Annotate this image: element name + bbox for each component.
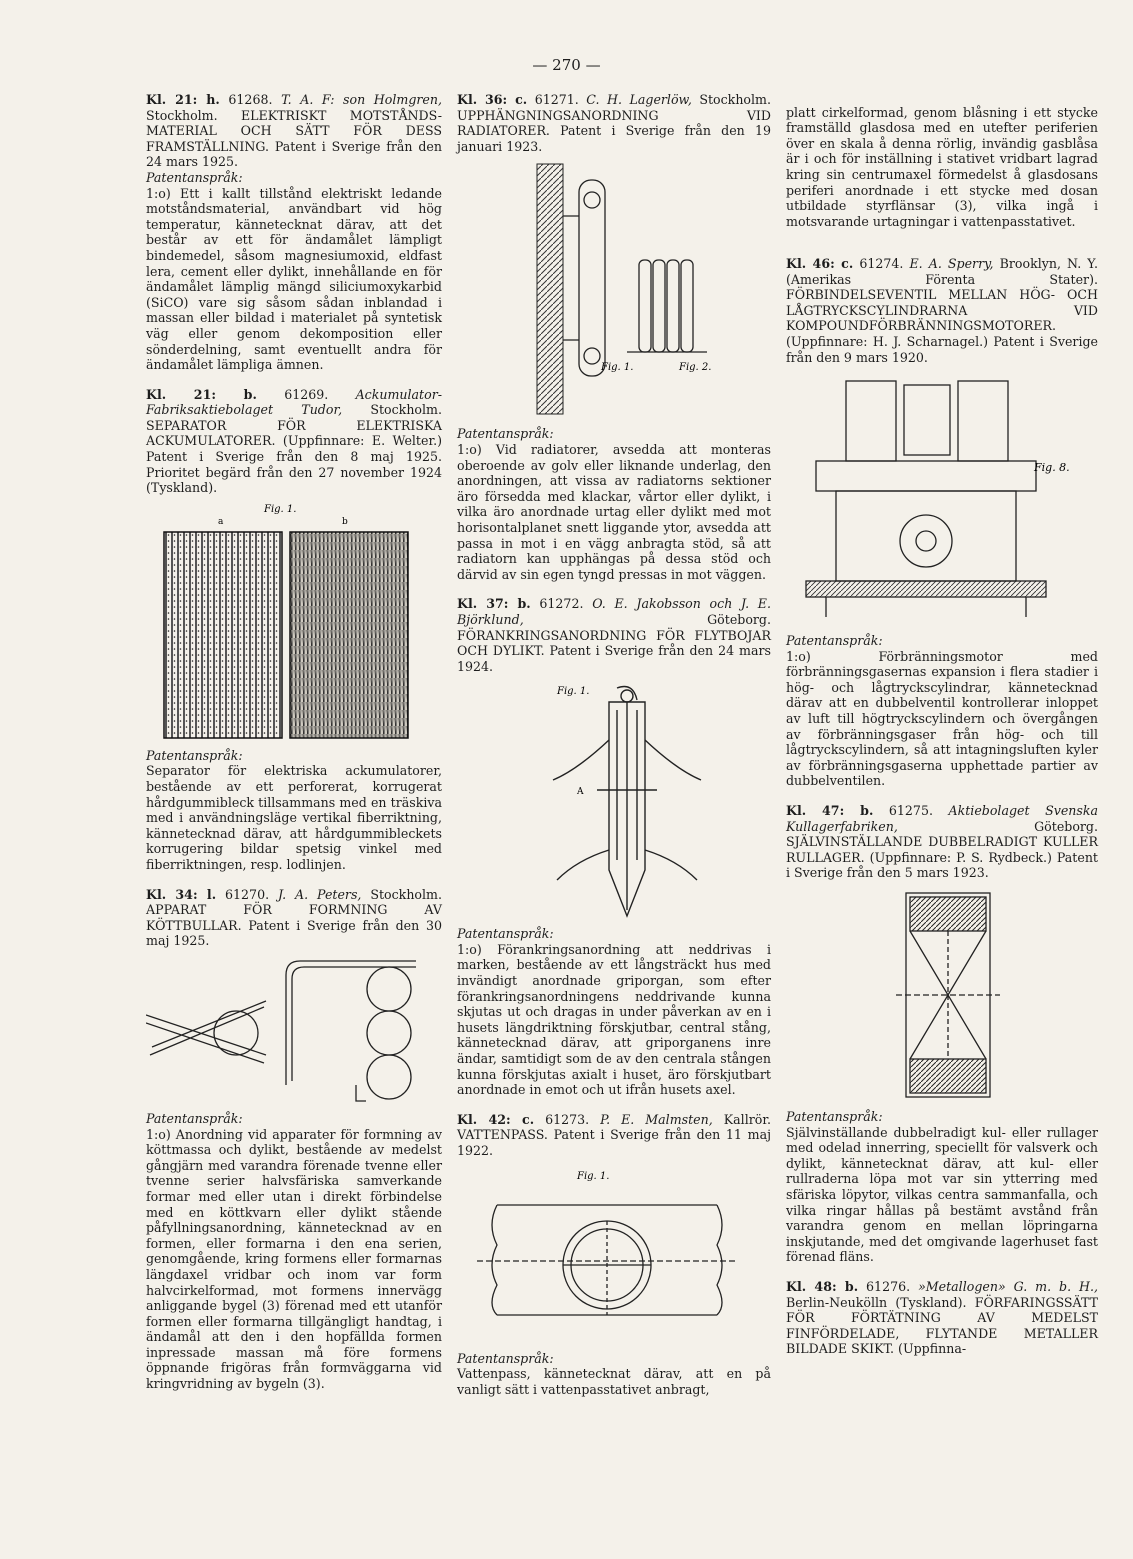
- meatball-former-figure: [146, 955, 442, 1105]
- entry-61276: [786, 1279, 1098, 1357]
- entry-61270: [146, 887, 442, 1392]
- patent-number: 61269.: [284, 386, 329, 402]
- class-code: Kl. 48: b.: [786, 1278, 859, 1294]
- patent-number: 61272.: [539, 596, 584, 612]
- patent-title: Brooklyn, N. Y. (Amerikas Förenta Stater). FÖRBINDELSEVENTIL MELLAN HÖG- OCH LÅGTRYCKSCYLINDRARNA VID KOMPOUNDFÖRBRÄNNINGSMOTORER. (Uppfinnare: H. J. Scharnagel.) Patent i Sverige från den 9 mars 1920.: [786, 255, 1098, 365]
- claim-text: Vattenpass, kännetecknat därav, att en på vanligt sätt i vattenpasstativet anbragt,: [457, 1366, 771, 1397]
- radiator-figure: [457, 160, 771, 420]
- engine-figure: [786, 371, 1098, 627]
- class-code: Kl. 47: b.: [786, 803, 874, 819]
- claim-label: Patentanspråk:: [146, 747, 243, 763]
- figure-1-label: Fig. 1.: [601, 362, 634, 374]
- spirit-level-figure: [457, 1165, 771, 1345]
- applicant: »Metallogen» G. m. b. H.,: [918, 1278, 1098, 1294]
- figure-part-b: b: [342, 516, 348, 527]
- patent-number: 61273.: [545, 1111, 590, 1127]
- claim-label: Patentanspråk:: [146, 169, 243, 185]
- patent-title: Göteborg. SJÄLVINSTÄLLANDE DUBBELRADIGT KULLER RULLAGER. (Uppfinnare: P. S. Rydbeck.) Patent i Sverige från den 5 mars 1923.: [786, 818, 1098, 881]
- claim-text: 1:o) Förbränningsmotor med förbränningsgasernas expansion i flera stadier i hög- och lågtryckscylindrar, kännetecknad därav att en dubbelventil kontrollerar inloppet av luft till högtryckscylindern och övergången av förbränningsgaser från hög- och till lågtryckscylindern, så att intagningsluften kyler av förbränningsgaserna upphettade partier av dubbelventilen.: [786, 648, 1098, 789]
- patent-title: Stockholm. APPARAT FÖR FORMNING AV KÖTTBULLAR. Patent i Sverige från den 30 maj 1925.: [146, 886, 442, 949]
- entry-61272: [457, 596, 771, 1098]
- claim-label: Patentanspråk:: [786, 633, 883, 649]
- patent-number: 61271.: [534, 92, 579, 107]
- patent-number: 61275.: [888, 803, 933, 819]
- patent-number: 61270.: [225, 886, 270, 902]
- class-code: Kl. 36: c.: [457, 92, 528, 107]
- claim-text: Självinställande dubbelradigt kul- eller rullager med odelad innerring, speciellt för valsverk och dylikt, kännetecknat därav, att kul- eller rullraderna löpa mot var sin ytterring med sfäriska löpytor, vilkas centra sammanfalla, och vilka ringar hållas på bestämt avstånd från varandra genom en mellan löpringarna inskjutande, med det omgivande lagerhuset fast förenad fläns.: [786, 1124, 1098, 1265]
- separator-figure: [146, 502, 442, 742]
- patent-number: 61274.: [859, 255, 904, 271]
- entry-61274: [786, 256, 1098, 789]
- entry-61269: [146, 387, 442, 873]
- patent-title: Berlin-Neukölln (Tyskland). FÖRFARINGSSÄTT FÖR FÖRTÄTNING AV MEDELST FINFÖRDELADE, FLYTANDE METALLER BILDADE SKIKT. (Uppfinna-: [786, 1294, 1098, 1357]
- patent-title: Stockholm. UPPHÄNGNINGSANORDNING VID RADIATORER. Patent i Sverige från den 19 januari 1923.: [457, 92, 771, 154]
- class-code: Kl. 21: h.: [146, 92, 220, 107]
- figure-label: Fig. 8.: [1034, 461, 1070, 475]
- claim-text: 1:o) Ett i kallt tillstånd elektriskt ledande motståndsmaterial, användbart vid hög temperatur, kännetecknat därav, att det består av ett för ändamålet lämpligt bindemedel, såsom magnesiumoxid, eldfast lera, cement eller dylikt, innehållande en för ändamålet lämplig mängd siliciumoxykarbid (SiCO) vare sig såsom sådan inblandad i massan eller bildad i materialet på syntetisk väg eller genom dekomposition eller sönderdelning, samt eventuellt andra för ändamålet lämpliga ämnen.: [146, 185, 442, 373]
- anchor-figure: [457, 680, 771, 920]
- figure-part-a: a: [218, 516, 224, 527]
- entry-61271: [457, 92, 771, 582]
- class-code: Kl. 34: l.: [146, 886, 217, 902]
- claim-label: Patentanspråk:: [146, 1110, 243, 1126]
- figure-2-label: Fig. 2.: [679, 362, 712, 374]
- applicant: T. A. F: son Holmgren,: [281, 92, 442, 107]
- figure-label: Fig. 1.: [577, 1170, 610, 1182]
- applicant: C. H. Lagerlöw,: [586, 92, 692, 107]
- claim-text: 1:o) Förankringsanordning att neddrivas i marken, bestående av ett långsträckt hus med invändigt anordnade griporgan, som efter förankringsanordningens neddrivande kunna skjutas ut och dragas in under påverkan av en i husets längdriktning förskjutbar, central stång, kännetecknad därav, att griporganens inre ändar, samtidigt som de av den centrala stången kunna förskjutas axialt i huset, äro förskjutbart anordnade in emot och ut ifrån husets axel.: [457, 941, 771, 1098]
- column-2: [457, 92, 771, 1397]
- claim-label: Patentanspråk:: [457, 1350, 554, 1366]
- applicant: O. E. Jakobsson och J. E. Björklund,: [457, 596, 771, 627]
- patent-title: Stockholm. ELEKTRISKT MOTSTÅNDS-MATERIAL OCH SÄTT FÖR DESS FRAMSTÄLLNING. Patent i Sverige från den 24 mars 1925.: [146, 107, 442, 170]
- entry-61273: [457, 1112, 771, 1398]
- class-code: Kl. 21: b.: [146, 386, 257, 402]
- claim-label: Patentanspråk:: [786, 1109, 883, 1124]
- column-1: [146, 92, 442, 1392]
- patent-title: Kallrör. VATTENPASS. Patent i Sverige från den 11 maj 1922.: [457, 1111, 771, 1158]
- patent-number: 61276.: [866, 1278, 911, 1294]
- claim-label: Patentanspråk:: [457, 426, 554, 442]
- figure-label: Fig. 1.: [557, 686, 590, 698]
- applicant: J. A. Peters,: [278, 886, 362, 902]
- applicant: P. E. Malmsten,: [600, 1111, 713, 1127]
- patent-title: Göteborg. FÖRANKRINGSANORDNING FÖR FLYTBOJAR OCH DYLIKT. Patent i Sverige från den 24 mars 1924.: [457, 611, 771, 674]
- claim-text: Separator för elektriska ackumulatorer, bestående av ett perforerat, korrugerat hårdgummibleck tillsammans med en träskiva med i användningsläge vertikal fiberriktning, kännetecknad därav, att hårdgummibleckets korrugering bildar spetsig vinkel med fiberriktningen, resp. lodlinjen.: [146, 763, 442, 872]
- entry-61268: [146, 92, 442, 373]
- claim-label: Patentanspråk:: [457, 926, 554, 942]
- class-code: Kl. 42: c.: [457, 1111, 535, 1127]
- applicant: Ackumulator-Fabriksaktiebolaget Tudor,: [146, 386, 442, 418]
- claim-text: 1:o) Vid radiatorer, avsedda att monteras oberoende av golv eller liknande underlag, den anordningen, att vissa av radiatorns sektioner äro försedda med klackar, vårtor eller dylikt, i vilka äro anordnade urtag eller dylikt med mot horisontalplanet snett liggande ytor, avsedda att passa in mot i en vägg anbragta stöd, så att radiatorn kan upphängas på dessa stöd och därvid av sin egen tyngd pressas in mot väggen.: [457, 441, 771, 582]
- svg-text:A: A: [577, 787, 584, 798]
- continued-claim-61273: platt cirkelformad, genom blåsning i ett stycke framställd glasdosa med en utefter periferien över en skala å denna rörlig, invändig gasblåsa är i och för inställning i stativet vridbart lagrad kring sin centrumaxel förmedelst å glasdosans periferi anordnade i ett stycke med dosan utbildade styrflänsar (3), vilka ingå i motsvarande urtagningar i vattenpasstativet.: [786, 104, 1098, 229]
- entry-61275: [786, 803, 1098, 1265]
- patent-title: Stockholm. SEPARATOR FÖR ELEKTRISKA ACKUMULATORER. (Uppfinnare: E. Welter.) Patent i Sverige från den 8 maj 1925. Prioritet begärd från den 27 november 1924 (Tyskland).: [146, 402, 442, 496]
- bearing-figure: [786, 887, 1098, 1103]
- page-number: — 270 —: [532, 56, 601, 74]
- class-code: Kl. 37: b.: [457, 596, 531, 612]
- patent-number: 61268.: [228, 92, 273, 107]
- column-3: [786, 92, 1098, 1357]
- applicant: E. A. Sperry,: [909, 255, 994, 271]
- figure-label: Fig. 1.: [264, 503, 297, 515]
- class-code: Kl. 46: c.: [786, 255, 854, 271]
- claim-text: 1:o) Anordning vid apparater för formning av köttmassa och dylikt, bestående av medelst gångjärn med varandra förenade tvenne eller tvenne serier halvsfäriska samverkande formar med eller utan i direkt förbindelse med en köttkvarn eller dylikt stående påfyllningsanordning, kännetecknad av en formen, eller formarna i den ena serien, genomgående, kring formens eller formarnas längdaxel vridbar och inom var form halvcirkelformad, mot formens innervägg anliggande bygel (3) förenad med ett utanför formen eller formarna tillgängligt handtag, i ändamål att den i den hopfällda formen inpressade massan må före formens öppnande frigöras från formväggarna vid kringvridning av bygeln (3).: [146, 1126, 442, 1392]
- applicant: Aktiebolaget Svenska Kullagerfabriken,: [786, 803, 1098, 834]
